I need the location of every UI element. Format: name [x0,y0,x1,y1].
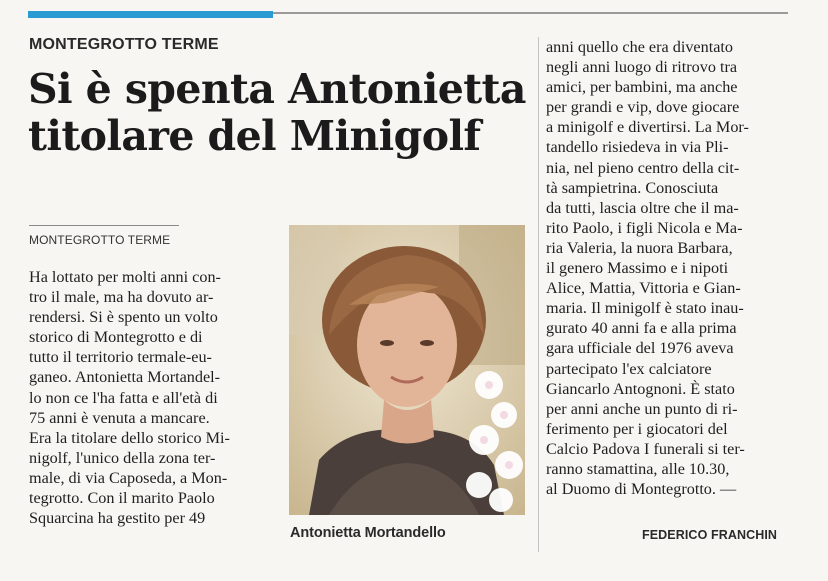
body-line: Ha lottato per molti anni con- [29,268,221,286]
kicker: MONTEGROTTO TERME [29,36,219,53]
body-line: negli anni luogo di ritrovo tra [546,58,738,77]
dateline: MONTEGROTTO TERME [29,233,171,247]
body-line: al Duomo di Montegrotto. — [546,480,737,499]
body-line: anni quello che era diventato [546,38,733,56]
body-line: maria. Il minigolf è stato inau- [546,299,744,318]
body-line: a minigolf e divertirsi. La Mor- [546,118,749,137]
portrait-photo [289,225,525,515]
body-line: storico di Montegrotto e di [29,328,203,347]
body-line: rito Paolo, i figli Nicola e Ma- [546,218,743,237]
body-line: nigolf, l'unico della zona ter- [29,448,216,467]
headline-line: titolare del Minigolf [28,112,481,160]
body-line: da tutti, lascia oltre che il ma- [546,198,739,217]
dateline-rule [29,225,179,226]
body-line: lo non ce l'ha fatta e all'età di [29,388,218,407]
headline-line: Si è spenta Antonietta [28,65,526,113]
headline [28,66,538,160]
column-divider [538,37,539,552]
body-line: gara ufficiale del 1976 aveva [546,339,734,358]
portrait-illustration [289,225,525,515]
body-line: gurato 40 anni fa e alla prima [546,319,737,338]
body-line: amici, per bambini, ma anche [546,78,738,97]
body-line: nia, nel pieno centro della cit- [546,158,740,177]
body-column-left [29,267,269,528]
body-line: tandello risiedeva in via Pli- [546,138,729,157]
body-line: 75 anni è venuta a mancare. [29,408,210,427]
section-accent-bar [28,11,273,18]
body-line: Calcio Padova I funerali si ter- [546,439,745,458]
body-column-right [546,37,788,499]
body-line: il genero Massimo e i nipoti [546,259,729,278]
body-line: partecipato l'ex calciatore [546,359,712,378]
photo-caption: Antonietta Mortandello [290,525,446,541]
body-line: per grandi e vip, dove giocare [546,98,740,117]
body-line: ganeo. Antonietta Mortandel- [29,368,221,387]
body-line: Giancarlo Antognoni. È stato [546,379,735,398]
body-line: ria Valeria, la nuora Barbara, [546,238,733,257]
body-line: tegrotto. Con il marito Paolo [29,489,215,508]
body-line: ranno stamattina, alle 10.30, [546,459,730,478]
body-line: tro il male, ma ha dovuto ar- [29,288,214,307]
body-line: tà sampietrina. Conosciuta [546,178,719,197]
body-line: Era la titolare dello storico Mi- [29,428,230,447]
byline: FEDERICO FRANCHIN [642,528,778,542]
body-line: male, di via Caposeda, a Mon- [29,468,228,487]
body-line: rendersi. Si è spento un volto [29,308,218,327]
body-line: per anni anche un punto di ri- [546,399,738,418]
body-line: tutto il territorio termale-eu- [29,348,212,367]
body-line: Alice, Mattia, Vittoria e Gian- [546,279,741,298]
body-line: Squarcina ha gestito per 49 [29,509,206,528]
body-line: ferimento per i giocatori del [546,419,728,438]
